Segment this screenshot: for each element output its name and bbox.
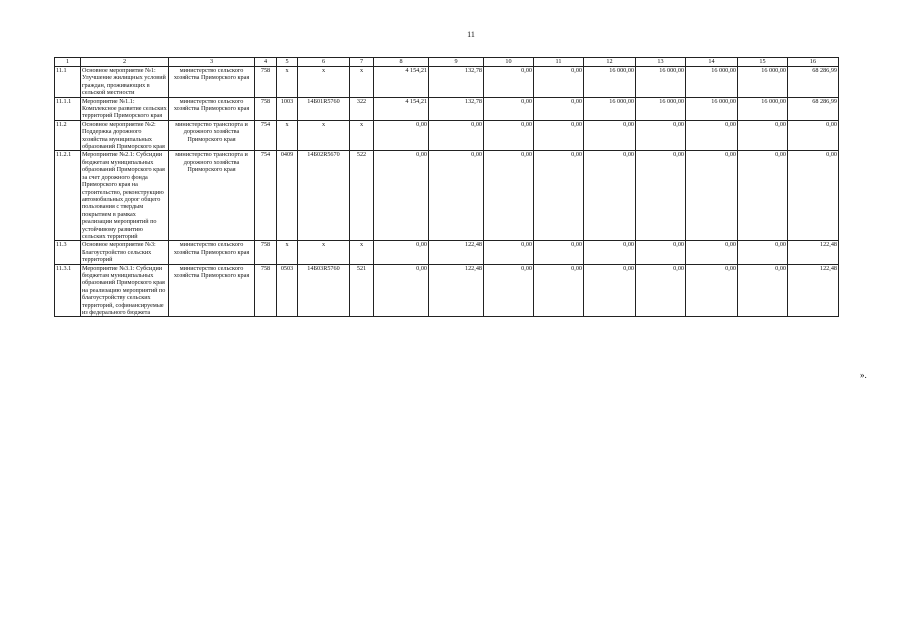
row-number: 11.1 [55, 67, 81, 98]
code-grbs: 758 [255, 264, 277, 317]
amount-col-10: 0,00 [484, 120, 534, 151]
column-header-16: 16 [788, 58, 839, 67]
amount-col-11: 0,00 [534, 67, 584, 98]
amount-col-15: 0,00 [738, 241, 788, 264]
code-section: x [277, 120, 298, 151]
amount-col-9: 0,00 [429, 151, 484, 241]
code-section: x [277, 67, 298, 98]
code-section: 0409 [277, 151, 298, 241]
amount-col-8: 0,00 [374, 151, 429, 241]
code-target-article: x [298, 241, 350, 264]
activity-name: Мероприятие №3.1: Субсидии бюджетам муниципальных образований Приморского края на реализацию мероприятий по благоустройству сельских территорий, софинансируемые из федерального бюджета [81, 264, 169, 317]
amount-col-12: 0,00 [584, 151, 636, 241]
column-header-14: 14 [686, 58, 738, 67]
amount-col-16: 0,00 [788, 120, 839, 151]
amount-col-12: 0,00 [584, 120, 636, 151]
table-row [55, 97, 839, 120]
code-target-article: x [298, 67, 350, 98]
row-number: 11.2.1 [55, 151, 81, 241]
code-section: x [277, 241, 298, 264]
amount-col-8: 0,00 [374, 264, 429, 317]
column-header-15: 15 [738, 58, 788, 67]
amount-col-16: 68 286,99 [788, 67, 839, 98]
code-section: 1003 [277, 97, 298, 120]
responsible-body: министерство транспорта и дорожного хозяйства Приморского края [169, 120, 255, 151]
column-header-3: 3 [169, 58, 255, 67]
amount-col-8: 0,00 [374, 120, 429, 151]
page-number: 11 [467, 30, 475, 39]
amount-col-10: 0,00 [484, 97, 534, 120]
column-header-10: 10 [484, 58, 534, 67]
code-grbs: 754 [255, 120, 277, 151]
column-header-9: 9 [429, 58, 484, 67]
amount-col-11: 0,00 [534, 97, 584, 120]
code-expense-type: x [350, 120, 374, 151]
amount-col-8: 4 154,21 [374, 97, 429, 120]
amount-col-13: 0,00 [636, 151, 686, 241]
row-number: 11.3.1 [55, 264, 81, 317]
table-body [55, 67, 839, 317]
responsible-body: министерство сельского хозяйства Приморского края [169, 67, 255, 98]
code-target-article: 14Б03R5760 [298, 264, 350, 317]
table-row [55, 120, 839, 151]
amount-col-11: 0,00 [534, 120, 584, 151]
responsible-body: министерство сельского хозяйства Приморского края [169, 241, 255, 264]
amount-col-13: 16 000,00 [636, 67, 686, 98]
table-row [55, 67, 839, 98]
amount-col-15: 0,00 [738, 151, 788, 241]
column-header-12: 12 [584, 58, 636, 67]
amount-col-12: 16 000,00 [584, 67, 636, 98]
activity-name: Основное мероприятие №2: Поддержка дорожного хозяйства муниципальных образований Приморского края [81, 120, 169, 151]
amount-col-13: 16 000,00 [636, 97, 686, 120]
activity-name: Мероприятие №2.1: Субсидии бюджетам муниципальных образований Приморского края за счет дорожного фонда Приморского края на строительство, реконструкцию автомобильных дорог общего пользования с твердым покрытием в рамках реализации мероприятий по устойчивому развитию сельских территорий [81, 151, 169, 241]
code-section: 0503 [277, 264, 298, 317]
column-header-8: 8 [374, 58, 429, 67]
amount-col-16: 0,00 [788, 151, 839, 241]
amount-col-15: 0,00 [738, 120, 788, 151]
amount-col-11: 0,00 [534, 264, 584, 317]
amount-col-15: 16 000,00 [738, 97, 788, 120]
code-grbs: 758 [255, 241, 277, 264]
code-expense-type: 522 [350, 151, 374, 241]
code-expense-type: x [350, 241, 374, 264]
row-number: 11.2 [55, 120, 81, 151]
column-header-1: 1 [55, 58, 81, 67]
activity-name: Основное мероприятие №1: Улучшение жилищных условий граждан, проживающих в сельской местности [81, 67, 169, 98]
code-expense-type: 322 [350, 97, 374, 120]
amount-col-8: 4 154,21 [374, 67, 429, 98]
amount-col-9: 122,48 [429, 264, 484, 317]
amount-col-12: 0,00 [584, 241, 636, 264]
amount-col-14: 0,00 [686, 120, 738, 151]
column-header-11: 11 [534, 58, 584, 67]
column-header-2: 2 [81, 58, 169, 67]
amount-col-10: 0,00 [484, 67, 534, 98]
amount-col-14: 0,00 [686, 264, 738, 317]
closing-quote-mark: ». [860, 370, 867, 380]
amount-col-9: 122,48 [429, 241, 484, 264]
code-expense-type: x [350, 67, 374, 98]
amount-col-15: 16 000,00 [738, 67, 788, 98]
amount-col-11: 0,00 [534, 241, 584, 264]
activity-name: Мероприятие №1.1: Комплексное развитие сельских территорий Приморского края [82, 97, 167, 120]
code-target-article: 14Б01R5760 [298, 97, 350, 120]
code-grbs: 758 [255, 67, 277, 98]
activity-name: Основное мероприятие №3: Благоустройство сельских территорий [81, 241, 169, 264]
amount-col-8: 0,00 [374, 241, 429, 264]
code-grbs: 754 [255, 151, 277, 241]
amount-col-14: 16 000,00 [686, 97, 738, 120]
responsible-body: министерство сельского хозяйства Приморского края [169, 264, 255, 317]
amount-col-9: 132,78 [429, 67, 484, 98]
column-header-5: 5 [277, 58, 298, 67]
table-row [55, 264, 839, 317]
amount-col-13: 0,00 [636, 264, 686, 317]
table-row [55, 241, 839, 264]
amount-col-10: 0,00 [484, 151, 534, 241]
header-row [55, 58, 839, 67]
table-row [55, 151, 839, 241]
amount-col-9: 132,78 [429, 97, 484, 120]
code-target-article: x [298, 120, 350, 151]
amount-col-15: 0,00 [738, 264, 788, 317]
code-expense-type: 521 [350, 264, 374, 317]
amount-col-9: 0,00 [429, 120, 484, 151]
column-header-13: 13 [636, 58, 686, 67]
amount-col-12: 16 000,00 [584, 97, 636, 120]
amount-col-13: 0,00 [636, 120, 686, 151]
amount-col-14: 16 000,00 [686, 67, 738, 98]
responsible-body: министерство транспорта и дорожного хозяйства Приморского края [169, 151, 255, 241]
row-number: 11.1.1 [55, 97, 81, 120]
amount-col-13: 0,00 [636, 241, 686, 264]
amount-col-14: 0,00 [686, 151, 738, 241]
table-header [55, 58, 839, 67]
amount-col-16: 122,48 [788, 241, 839, 264]
column-header-6: 6 [298, 58, 350, 67]
responsible-body: министерство сельского хозяйства Приморского края [169, 97, 255, 120]
column-header-7: 7 [350, 58, 374, 67]
code-target-article: 14Б02R5670 [298, 151, 350, 241]
row-number: 11.3 [55, 241, 81, 264]
amount-col-11: 0,00 [534, 151, 584, 241]
amount-col-12: 0,00 [584, 264, 636, 317]
column-header-4: 4 [255, 58, 277, 67]
budget-table [54, 57, 839, 317]
amount-col-16: 122,48 [788, 264, 839, 317]
amount-col-10: 0,00 [484, 241, 534, 264]
amount-col-10: 0,00 [484, 264, 534, 317]
amount-col-14: 0,00 [686, 241, 738, 264]
code-grbs: 758 [255, 97, 277, 120]
amount-col-16: 68 286,99 [788, 97, 839, 120]
